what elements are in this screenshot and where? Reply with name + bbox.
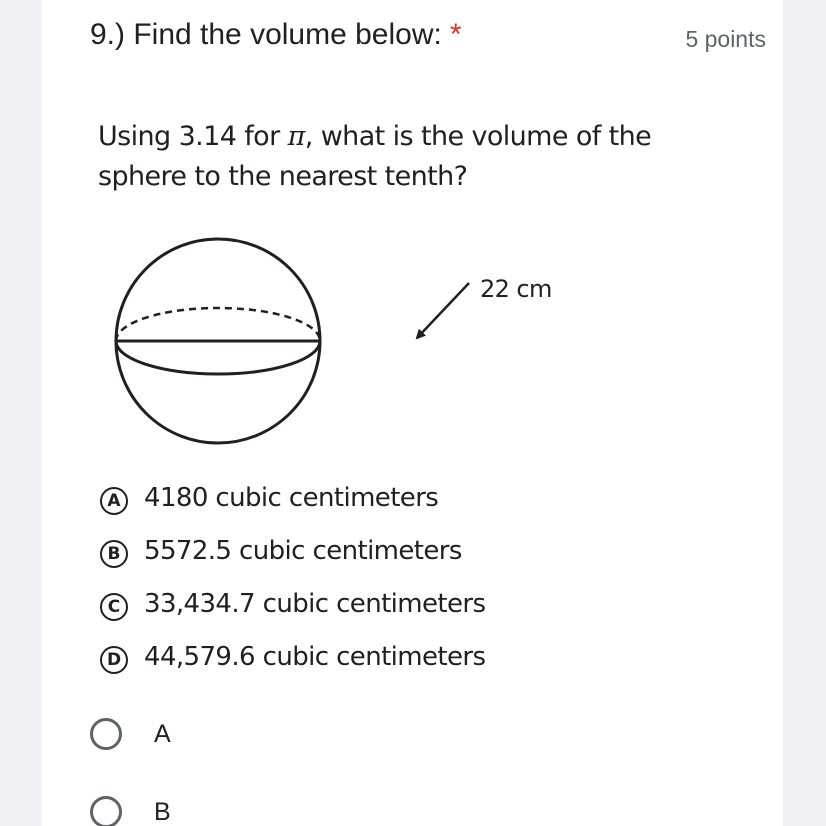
question-points: 5 points: [685, 26, 766, 52]
choice-letter-badge: C: [100, 593, 128, 621]
question-header: [90, 18, 766, 62]
radio-option-label: A: [154, 720, 171, 748]
question-title-text: 9.) Find the volume below:: [90, 18, 442, 51]
problem-prompt-line-2: sphere to the nearest tenth?: [98, 161, 468, 192]
radio-button[interactable]: [90, 718, 122, 750]
radio-option-b[interactable]: [90, 796, 390, 826]
radio-button[interactable]: [90, 796, 122, 826]
choice-text: 5572.5 cubic centimeters: [144, 536, 462, 566]
prompt-text-before-pi: Using 3.14 for: [98, 121, 288, 152]
pi-symbol: π: [287, 121, 305, 152]
choice-text: 4180 cubic centimeters: [144, 483, 439, 513]
choice-text: 33,434.7 cubic centimeters: [144, 589, 486, 619]
radius-arrow: [417, 283, 469, 338]
sphere-equator-front: [116, 341, 320, 374]
prompt-text-after-pi: , what is the volume of the: [304, 121, 652, 152]
choice-text: 44,579.6 cubic centimeters: [144, 642, 486, 672]
question-image: [92, 115, 732, 685]
radio-option-label: B: [154, 798, 171, 826]
choice-letter-badge: D: [100, 646, 128, 674]
sphere-equator-back: [116, 308, 320, 341]
required-asterisk: *: [449, 18, 462, 51]
radio-option-a[interactable]: [90, 718, 390, 758]
choice-letter-badge: B: [100, 540, 128, 568]
choice-letter-badge: A: [100, 487, 128, 515]
question-card: [42, 0, 783, 826]
question-title: [90, 18, 462, 52]
radius-label: 22 cm: [480, 275, 552, 303]
